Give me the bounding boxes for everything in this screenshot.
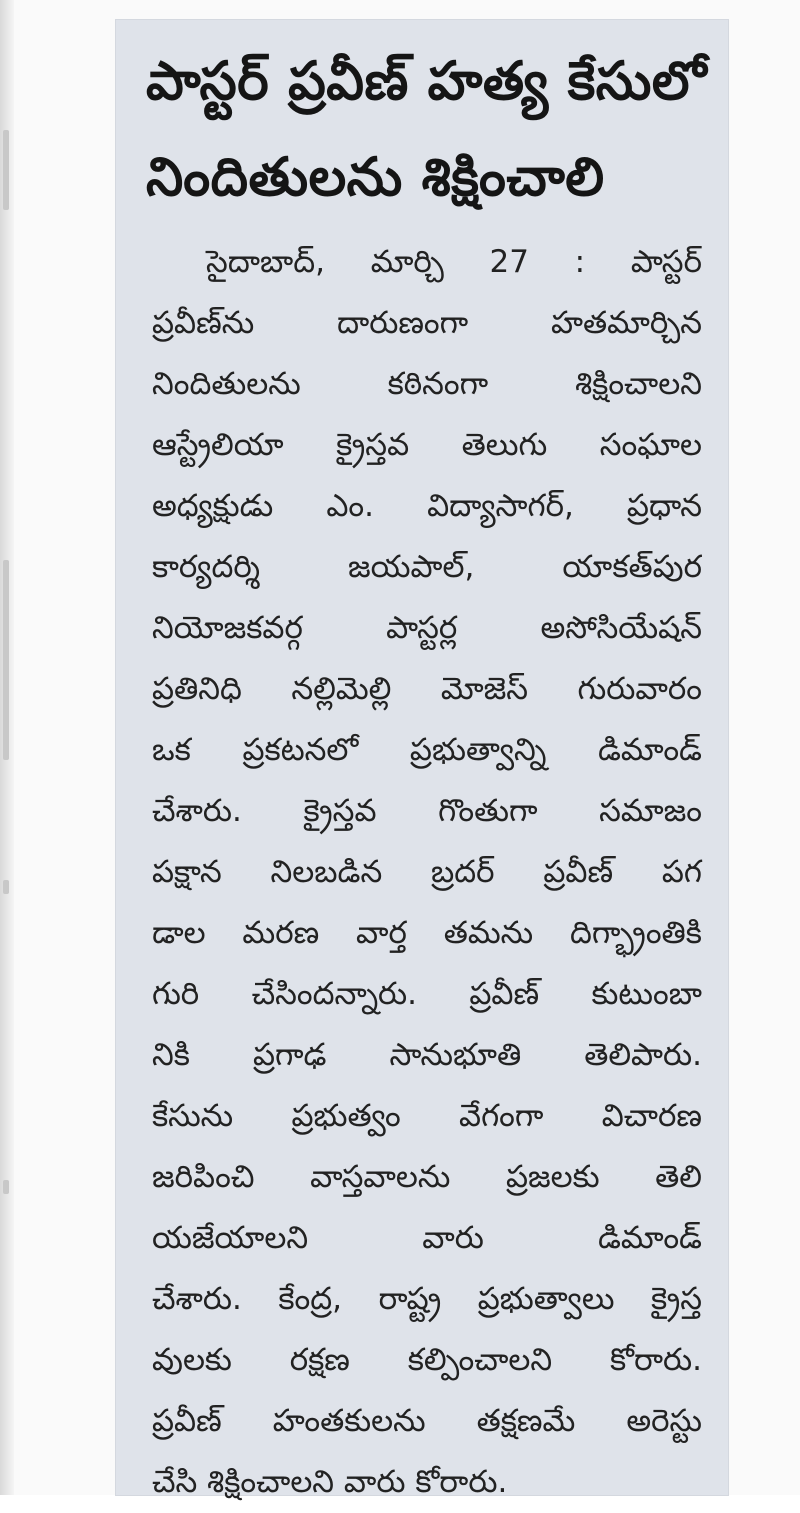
strip-mark xyxy=(3,1180,9,1194)
strip-mark xyxy=(3,560,9,760)
article-line: నిందితులను కఠినంగా శిక్షించాలని xyxy=(152,366,702,402)
newspaper-clipping xyxy=(116,20,728,1500)
article-line: నియోజకవర్గ పాస్టర్ల అసోసియేషన్ xyxy=(152,610,702,646)
article-line: ప్రవీణ్ హంతకులను తక్షణమే అరెస్టు xyxy=(152,1403,702,1439)
article-line: అధ్యక్షుడు ఎం. విద్యాసాగర్, ప్రధాన xyxy=(152,488,702,524)
headline xyxy=(116,34,728,226)
article-line: చేసి శిక్షించాలని వారు కోరారు. xyxy=(152,1464,508,1500)
strip-mark xyxy=(3,880,9,894)
article-line: ఆస్ట్రేలియా క్రైస్తవ తెలుగు సంఘాల xyxy=(152,427,702,463)
left-edge-strip xyxy=(0,0,14,1495)
headline-line: పాస్టర్ ప్రవీణ్ హత్య కేసులో xyxy=(146,51,707,112)
article-line: సైదాబాద్, మార్చి 27 : పాస్టర్ xyxy=(206,244,702,280)
article-line: గురి చేసిందన్నారు. ప్రవీణ్ కుటుంబా xyxy=(152,976,702,1012)
headline-line: నిందితులను శిక్షించాలి xyxy=(146,147,605,208)
article-line: ప్రతినిధి నల్లిమెల్లి మోజెస్ గురువారం xyxy=(152,671,702,707)
article-line: యజేయాలని వారు డిమాండ్ xyxy=(152,1220,702,1256)
article-body xyxy=(116,232,728,1513)
article-line: కార్యదర్శి జయపాల్, యాకత్‌పుర xyxy=(152,549,702,585)
article-line: ఒక ప్రకటనలో ప్రభుత్వాన్ని డిమాండ్ xyxy=(152,732,702,768)
article-line: వులకు రక్షణ కల్పించాలని కోరారు. xyxy=(152,1342,702,1378)
article-line: చేశారు. కేంద్ర, రాష్ట్ర ప్రభుత్వాలు క్రైస్త xyxy=(152,1281,702,1317)
article-line: నికి ప్రగాఢ సానుభూతి తెలిపారు. xyxy=(152,1037,702,1073)
article-line: డాల మరణ వార్త తమను దిగ్భ్రాంతికి xyxy=(152,915,702,951)
article-line: కేసును ప్రభుత్వం వేగంగా విచారణ xyxy=(152,1098,702,1134)
article-line: జరిపించి వాస్తవాలను ప్రజలకు తెలి xyxy=(152,1159,702,1195)
article-line: పక్షాన నిలబడిన బ్రదర్ ప్రవీణ్ పగ xyxy=(152,854,702,890)
article-line: ప్రవీణ్‌ను దారుణంగా హతమార్చిన xyxy=(152,305,702,341)
article-line: చేశారు. క్రైస్తవ గొంతుగా సమాజం xyxy=(152,793,702,829)
strip-mark xyxy=(3,130,9,210)
